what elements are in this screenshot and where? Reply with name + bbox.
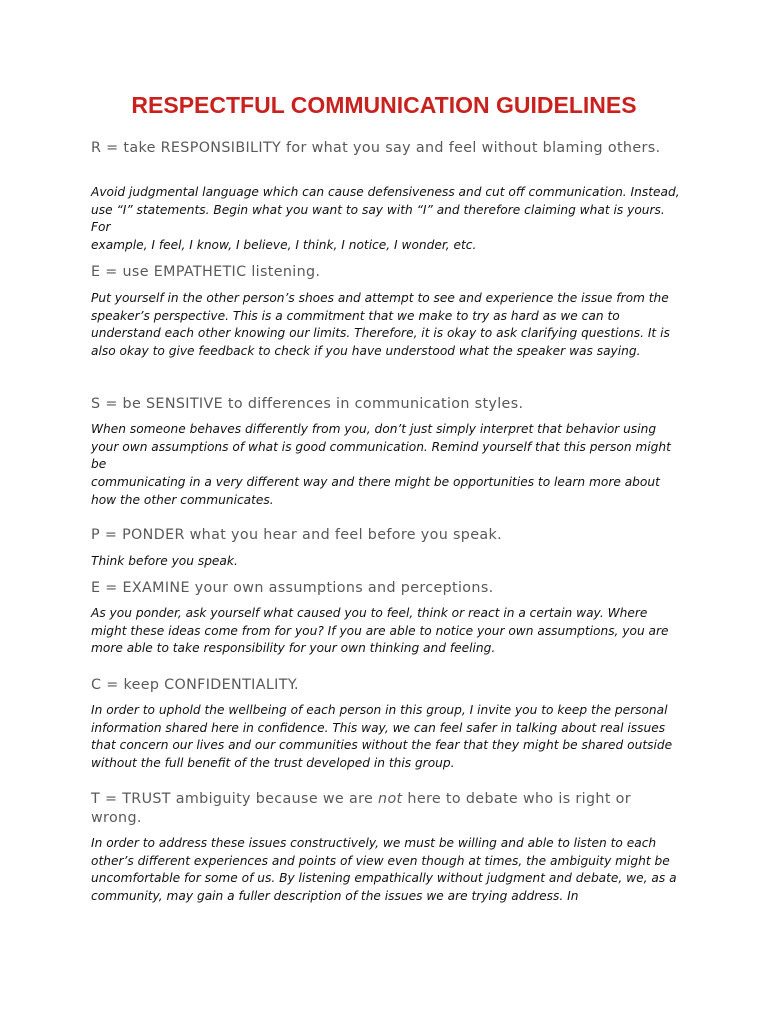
paragraph: In order to address these issues constructively, we must be willing and able to listen to each other’s different experiences and points of view even though at times, the ambiguity might be [91,836,670,868]
heading-trust-part: T = TRUST ambiguity because we are [91,791,379,807]
heading-trust-part: here to debate who is right or wrong. [91,791,631,826]
paragraph: example, I feel, I know, I believe, I think, I notice, I wonder, etc. [91,238,477,253]
body-trust [91,835,683,906]
heading-confidentiality: C = keep CONFIDENTIALITY. [91,677,299,693]
paragraph: communicating in a very different way and there might be opportunities to learn more about how the other communicates. [91,475,660,507]
heading-responsibility: R = take RESPONSIBILITY for what you say and feel without blaming others. [91,140,661,156]
paragraph: Put yourself in the other person’s shoes and attempt to see and experience the issue from the speaker’s perspective. This is a commitment that we make to try as hard as we can to understand each other knowing our limits. Therefore, it is okay to ask clarifying questions. It is also okay to give feedback to check if you have understood what the speaker was saying. [91,291,670,359]
heading-trust-emphasis: not [378,791,403,807]
heading-ponder: P = PONDER what you hear and feel before you speak. [91,527,503,543]
paragraph: When someone behaves differently from you, don’t just simply interpret that behavior using your own assumptions of what is good communication. Remind yourself that this person might be [91,422,671,472]
page-title: RESPECTFUL COMMUNICATION GUIDELINES [131,92,637,118]
paragraph: Think before you speak. [91,554,238,568]
body-confidentiality [91,702,683,773]
paragraph: uncomfortable for some of us. By listening empathically without judgment and debate, we, as a community, may gain a fuller description of the issues we are trying address. In [91,871,677,904]
body-examine [91,605,683,658]
body-ponder [91,553,683,571]
paragraph: Avoid judgmental language which can cause defensiveness and cut off communication. Instead, use “I” statements. Begin what you want to say with “I” and therefore claiming what is yours. For [91,185,680,235]
paragraph: In order to uphold the wellbeing of each person in this group, I invite you to keep the personal information shared here in confidence. This way, we can feel safer in talking about real issues that concern our lives and our communities without the fear that they might be shared outside without the full benefit of the trust developed in this group. [91,703,673,771]
body-responsibility [91,184,683,255]
heading-examine: E = EXAMINE your own assumptions and perceptions. [91,580,494,596]
body-empathetic [91,290,683,361]
heading-trust [91,790,681,828]
heading-empathetic: E = use EMPATHETIC listening. [91,264,321,280]
paragraph: As you ponder, ask yourself what caused you to feel, think or react in a certain way. Where might these ideas come from for you? If you are able to notice your own assumptions, you are more able to take responsibility for your own thinking and feeling. [91,606,669,656]
body-sensitive [91,421,683,510]
heading-sensitive: S = be SENSITIVE to differences in communication styles. [91,396,524,412]
